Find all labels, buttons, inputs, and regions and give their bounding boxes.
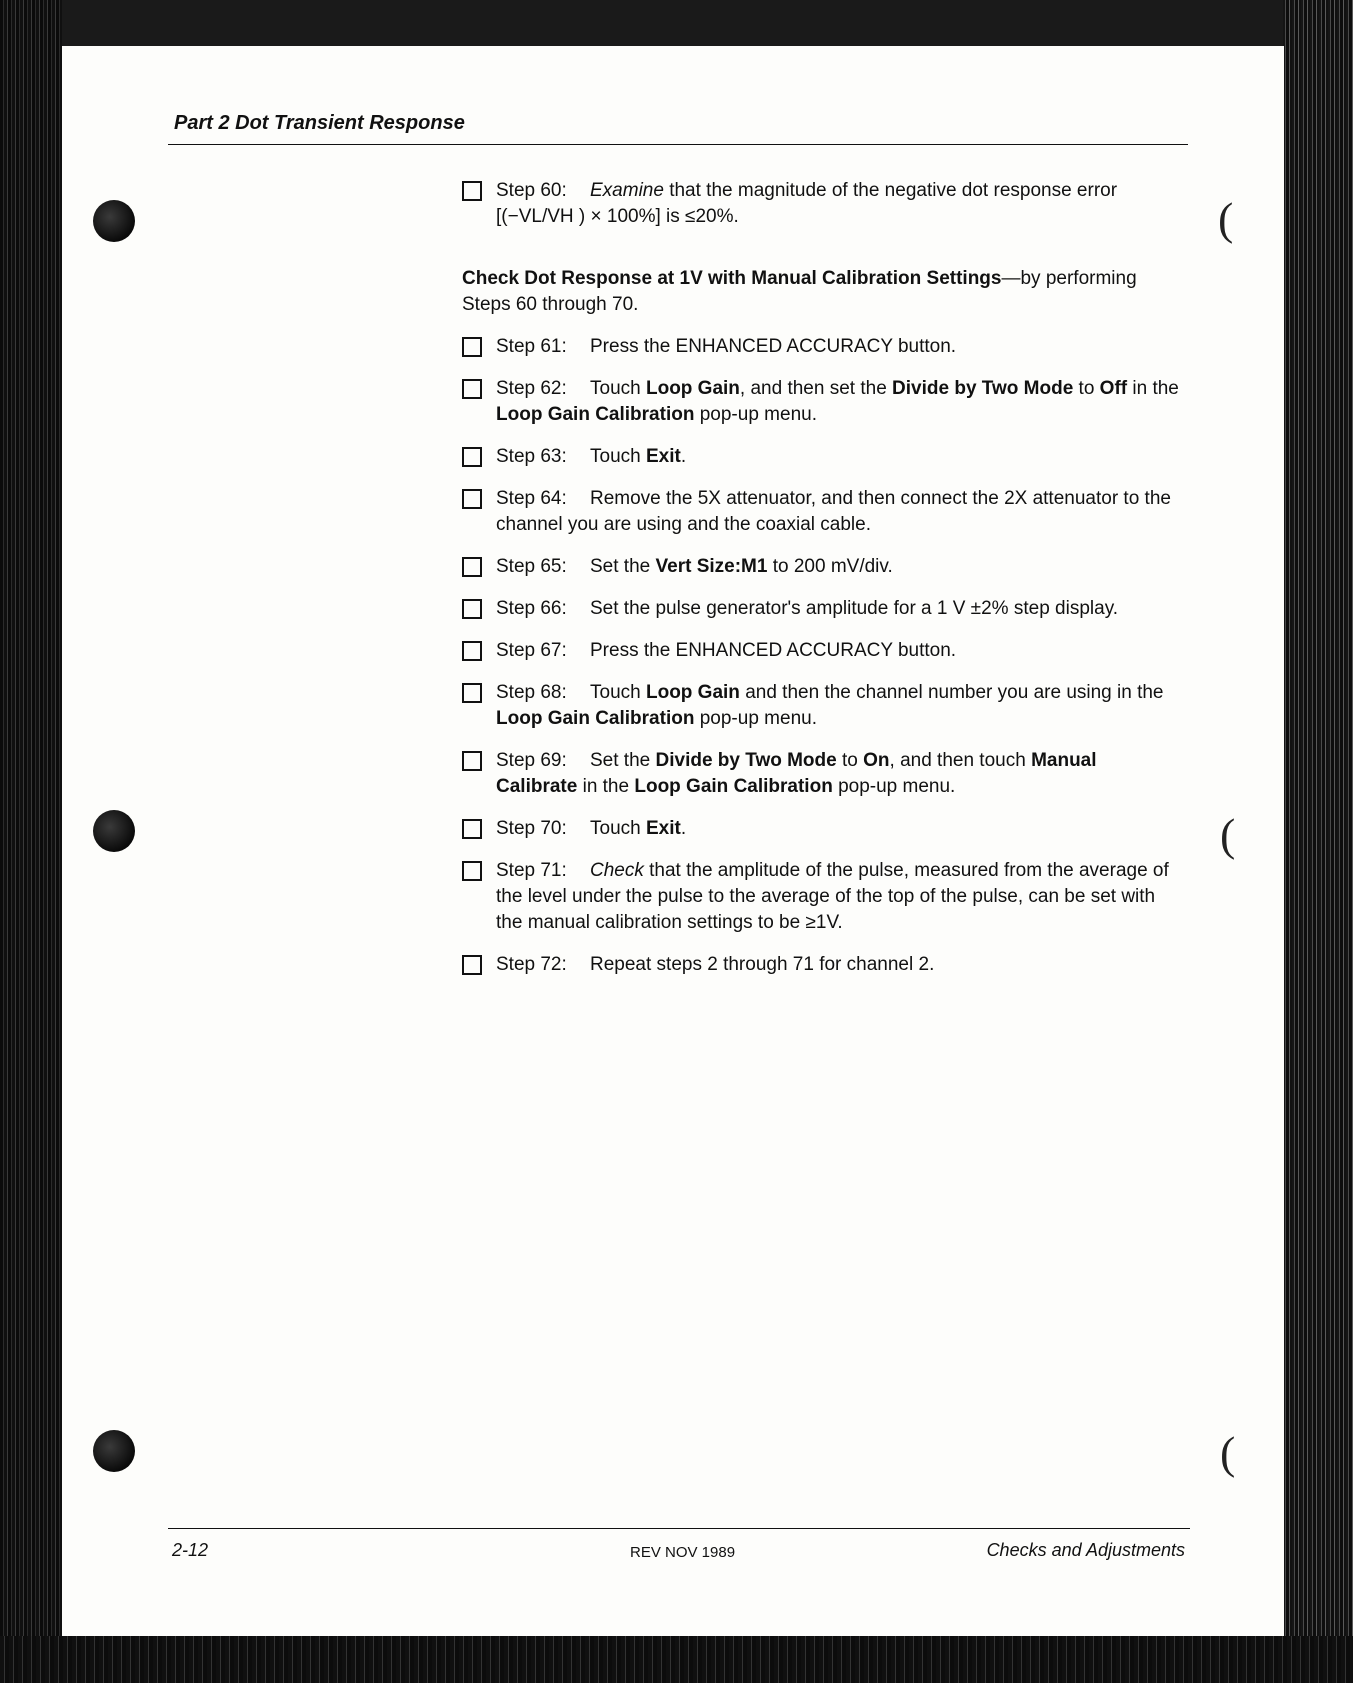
menu-term: Off <box>1099 378 1128 399</box>
menu-term: Divide by Two Mode <box>655 750 837 771</box>
margin-mark-top: ( <box>1218 193 1234 244</box>
step-66 <box>462 596 1182 622</box>
step-text: Set the <box>590 750 656 771</box>
main-content <box>462 178 1182 994</box>
step-text: to <box>836 750 864 771</box>
step-61-checkbox[interactable] <box>462 337 482 357</box>
step-text: Touch <box>590 378 646 399</box>
step-text: pop-up menu. <box>694 404 817 425</box>
step-68 <box>462 680 1182 732</box>
step-text: in the <box>1127 378 1179 399</box>
step-text: , and then touch <box>889 750 1032 771</box>
footer-rule <box>168 1528 1190 1529</box>
header-rule <box>168 144 1188 145</box>
margin-mark-bottom: ( <box>1220 1427 1236 1478</box>
step-text: that the magnitude of the negative dot response error <box>663 180 1118 201</box>
step-text: Press the ENHANCED ACCURACY button. <box>590 640 957 661</box>
section-heading-tail: —by performing Steps 60 through 70. <box>462 268 1137 315</box>
step-verb: Examine <box>590 180 664 201</box>
step-67-checkbox[interactable] <box>462 641 482 661</box>
step-text: pop-up menu. <box>694 708 817 729</box>
menu-term: On <box>863 750 890 771</box>
step-text: Touch <box>590 682 646 703</box>
step-63-checkbox[interactable] <box>462 447 482 467</box>
menu-term: Loop Gain <box>645 378 740 399</box>
binder-hole-bottom <box>93 1430 135 1472</box>
step-text: Remove the 5X attenuator, and then connect the 2X attenuator to the channel you are using and the coaxial cable. <box>496 488 1171 535</box>
step-label: Step 64: <box>496 488 567 509</box>
step-60-checkbox[interactable] <box>462 181 482 201</box>
step-text: Set the <box>590 556 656 577</box>
page-number: 2-12 <box>172 1540 209 1560</box>
step-text: and then the channel number you are using in the <box>739 682 1164 703</box>
step-70 <box>462 816 1182 842</box>
step-71-checkbox[interactable] <box>462 861 482 881</box>
binder-hole-top <box>93 200 135 242</box>
step-label: Step 61: <box>496 336 567 357</box>
menu-term: Vert Size:M1 <box>655 556 768 577</box>
revision-date: REV NOV 1989 <box>630 1544 736 1561</box>
step-64-checkbox[interactable] <box>462 489 482 509</box>
step-label: Step 63: <box>496 446 567 467</box>
step-label: Step 67: <box>496 640 567 661</box>
section-heading-title: Check Dot Response at 1V with Manual Calibration Settings <box>462 268 1002 289</box>
step-65 <box>462 554 1182 580</box>
step-62-checkbox[interactable] <box>462 379 482 399</box>
step-formula: [(−VL/VH ) × 100%] is ≤20%. <box>496 206 739 227</box>
step-text: Touch <box>590 446 646 467</box>
menu-term: Loop Gain Calibration <box>496 404 695 425</box>
menu-term: Exit <box>645 818 681 839</box>
step-text: Repeat steps 2 through 71 for channel 2. <box>590 954 935 975</box>
step-text: . <box>680 818 687 839</box>
step-label: Step 71: <box>496 860 567 881</box>
menu-term: Manual Calibrate <box>496 750 1097 797</box>
step-label: Step 62: <box>496 378 567 399</box>
menu-term: Divide by Two Mode <box>892 378 1074 399</box>
scan-edge-bottom <box>0 1636 1353 1683</box>
step-text: to <box>1073 378 1100 399</box>
step-72-checkbox[interactable] <box>462 955 482 975</box>
menu-term: Loop Gain <box>645 682 740 703</box>
step-71 <box>462 858 1182 936</box>
step-text: . <box>680 446 687 467</box>
step-text: in the <box>577 776 635 797</box>
scan-edge-left <box>0 0 62 1683</box>
step-69-checkbox[interactable] <box>462 751 482 771</box>
menu-term: Loop Gain Calibration <box>634 776 833 797</box>
step-68-checkbox[interactable] <box>462 683 482 703</box>
step-text: pop-up menu. <box>832 776 956 797</box>
step-60 <box>462 178 1182 230</box>
step-text: Set the pulse generator's amplitude for a 1 V ±2% step display. <box>590 598 1119 619</box>
section-heading <box>462 266 1182 318</box>
page-header-title: Part 2 Dot Transient Response <box>174 112 465 134</box>
step-label: Step 70: <box>496 818 567 839</box>
step-label: Step 69: <box>496 750 567 771</box>
step-67 <box>462 638 1182 664</box>
step-66-checkbox[interactable] <box>462 599 482 619</box>
step-verb: Check <box>590 860 644 881</box>
step-text: that the amplitude of the pulse, measured from the average of the level under the pulse to the average of the top of the pulse, can be set with the manual calibration settings to be ≥1V. <box>496 860 1169 933</box>
step-text: , and then set the <box>739 378 893 399</box>
menu-term: Exit <box>645 446 681 467</box>
step-label: Step 65: <box>496 556 567 577</box>
scan-edge-right <box>1283 0 1353 1683</box>
step-text: Press the ENHANCED ACCURACY button. <box>590 336 957 357</box>
step-text: Touch <box>590 818 646 839</box>
step-label: Step 66: <box>496 598 567 619</box>
step-64 <box>462 486 1182 538</box>
binder-hole-middle <box>93 810 135 852</box>
section-name: Checks and Adjustments <box>986 1540 1185 1560</box>
step-label: Step 68: <box>496 682 567 703</box>
step-text: to 200 mV/div. <box>767 556 893 577</box>
step-72 <box>462 952 1182 978</box>
step-63 <box>462 444 1182 470</box>
step-70-checkbox[interactable] <box>462 819 482 839</box>
margin-mark-middle: ( <box>1220 809 1236 860</box>
step-62 <box>462 376 1182 428</box>
step-61 <box>462 334 1182 360</box>
step-label: Step 72: <box>496 954 567 975</box>
step-65-checkbox[interactable] <box>462 557 482 577</box>
step-69 <box>462 748 1182 800</box>
step-label: Step 60: <box>496 180 567 201</box>
menu-term: Loop Gain Calibration <box>496 708 695 729</box>
